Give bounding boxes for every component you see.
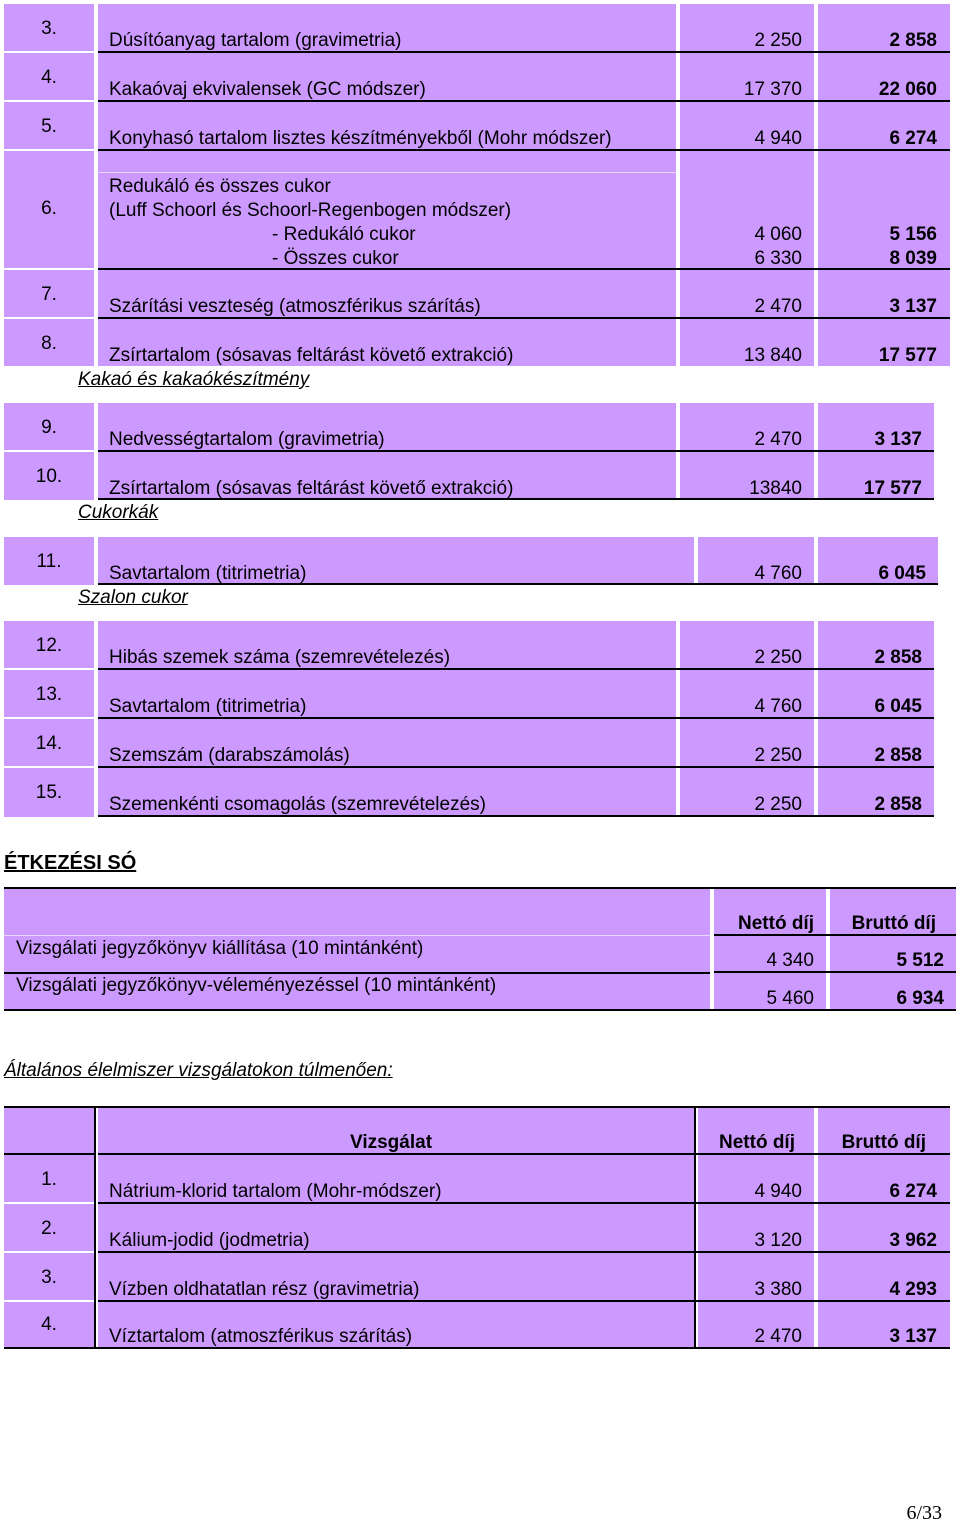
net-price: 2 250 [754, 794, 802, 815]
row-number: 1. [41, 1169, 57, 1190]
net-price: 13 840 [743, 345, 802, 366]
row-label: Vízben oldhatatlan rész (gravimetria) [109, 1279, 420, 1300]
row-number: 2. [41, 1218, 57, 1239]
net-price: 3 120 [754, 1230, 802, 1251]
row-number: 15. [35, 782, 63, 803]
row-label: Nátrium-klorid tartalom (Mohr-módszer) [109, 1181, 442, 1202]
row-number: 9. [41, 417, 57, 438]
row-label: Zsírtartalom (sósavas feltárást követő extrakció) [109, 478, 514, 499]
row-number: 3. [41, 1267, 57, 1288]
net-price: 2 250 [754, 647, 802, 668]
price-table-kakao [4, 403, 934, 500]
gross-price: 2 858 [874, 745, 922, 766]
column-header-gross: Bruttó díj [851, 913, 936, 934]
gross-price: 6 045 [878, 563, 926, 584]
net-price: 4 340 [766, 950, 814, 971]
gross-price: 3 137 [889, 1326, 937, 1347]
price-table-so [4, 887, 956, 1011]
row-number: 3. [41, 18, 57, 39]
gross-price: 5 156 [889, 224, 937, 245]
gross-price: 3 137 [874, 429, 922, 450]
row-number: 12. [35, 635, 63, 656]
price-table-szalon [4, 621, 934, 817]
net-price: 4 940 [754, 1181, 802, 1202]
row-label: Zsírtartalom (sósavas feltárást követő extrakció) [109, 345, 514, 366]
gross-price: 2 858 [874, 794, 922, 815]
row-sublabel: - Összes cukor [272, 248, 399, 269]
page-number: 6/33 [906, 1502, 942, 1524]
gross-price: 6 045 [874, 696, 922, 717]
row-label: Konyhasó tartalom lisztes készítményekből (Mohr módszer) [109, 128, 612, 149]
row-label: Redukáló és összes cukor [109, 176, 331, 197]
num-column-bg [4, 4, 94, 366]
net-price: 2 470 [754, 1326, 802, 1347]
section-title-cukorkak: Cukorkák [78, 502, 159, 523]
row-label: Kálium-jodid (jodmetria) [109, 1230, 310, 1251]
row-number: 6. [41, 198, 57, 219]
price-table-cukorkak [4, 537, 938, 585]
gross-price: 8 039 [889, 248, 937, 269]
net-price: 13840 [749, 478, 802, 499]
row-sublabel: - Redukáló cukor [272, 224, 416, 245]
net-price: 4 940 [754, 128, 802, 149]
row-label: Savtartalom (titrimetria) [109, 696, 307, 717]
row-number: 10. [35, 466, 63, 487]
gross-price: 6 934 [896, 988, 944, 1009]
column-header-net: Nettó díj [719, 1132, 795, 1153]
row-number: 5. [41, 116, 57, 137]
gross-price: 3 962 [889, 1230, 937, 1251]
net-price: 4 060 [754, 224, 802, 245]
row-label: Dúsítóanyag tartalom (gravimetria) [109, 30, 402, 51]
row-label: Nedvességtartalom (gravimetria) [109, 429, 385, 450]
gross-price: 17 577 [878, 345, 937, 366]
gross-price: 6 274 [889, 1181, 937, 1202]
row-label: Szemszám (darabszámolás) [109, 745, 350, 766]
row-number: 4. [41, 1314, 57, 1335]
gross-price: 22 060 [878, 79, 937, 100]
gross-price: 4 293 [889, 1279, 937, 1300]
row-label: Vizsgálati jegyzőkönyv kiállítása (10 mintánként) [16, 938, 424, 959]
price-table-altalanos [4, 1106, 950, 1349]
net-price: 4 760 [754, 563, 802, 584]
row-label-method: (Luff Schoorl és Schoorl-Regenbogen módszer) [109, 200, 512, 221]
section-title-etkezesi-so: ÉTKEZÉSI SÓ [4, 852, 137, 874]
row-label: Szárítási veszteség (atmoszférikus szárítás) [109, 296, 481, 317]
gross-price: 6 274 [889, 128, 937, 149]
net-price: 17 370 [743, 79, 802, 100]
row-label: Szemenkénti csomagolás (szemrevételezés) [109, 794, 486, 815]
row-label: Kakaóvaj ekvivalensek (GC módszer) [109, 79, 426, 100]
column-header-gross: Bruttó díj [841, 1132, 926, 1153]
section-title-szalon: Szalon cukor [78, 587, 188, 608]
price-table-top [4, 4, 950, 366]
row-label: Hibás szemek száma (szemrevételezés) [109, 647, 451, 668]
row-label: Víztartalom (atmoszférikus szárítás) [109, 1326, 413, 1347]
gross-price: 2 858 [874, 647, 922, 668]
gross-price: 5 512 [896, 950, 944, 971]
net-price: 2 250 [754, 30, 802, 51]
net-price: 4 760 [754, 696, 802, 717]
gross-price: 17 577 [863, 478, 922, 499]
gross-price: 2 858 [889, 30, 937, 51]
column-header-vizsgalat: Vizsgálat [350, 1132, 433, 1153]
net-price: 2 250 [754, 745, 802, 766]
gross-price: 3 137 [889, 296, 937, 317]
row-number: 4. [41, 67, 57, 88]
row-number: 8. [41, 333, 57, 354]
row-number: 11. [36, 551, 62, 572]
row-label: Vizsgálati jegyzőkönyv-véleményezéssel (10 mintánként) [16, 975, 497, 996]
net-price: 5 460 [766, 988, 814, 1009]
row-number: 14. [35, 733, 63, 754]
row-number: 13. [35, 684, 63, 705]
net-price: 3 380 [754, 1279, 802, 1300]
column-header-net: Nettó díj [738, 913, 814, 934]
net-price: 6 330 [754, 248, 802, 269]
section-title-kakao: Kakaó és kakaókészítmény [78, 369, 310, 390]
row-number: 7. [41, 284, 57, 305]
net-price: 2 470 [754, 429, 802, 450]
section-title-altalanos: Általános élelmiszer vizsgálatokon túlmenően: [4, 1060, 393, 1081]
row-label: Savtartalom (titrimetria) [109, 563, 307, 584]
net-price: 2 470 [754, 296, 802, 317]
